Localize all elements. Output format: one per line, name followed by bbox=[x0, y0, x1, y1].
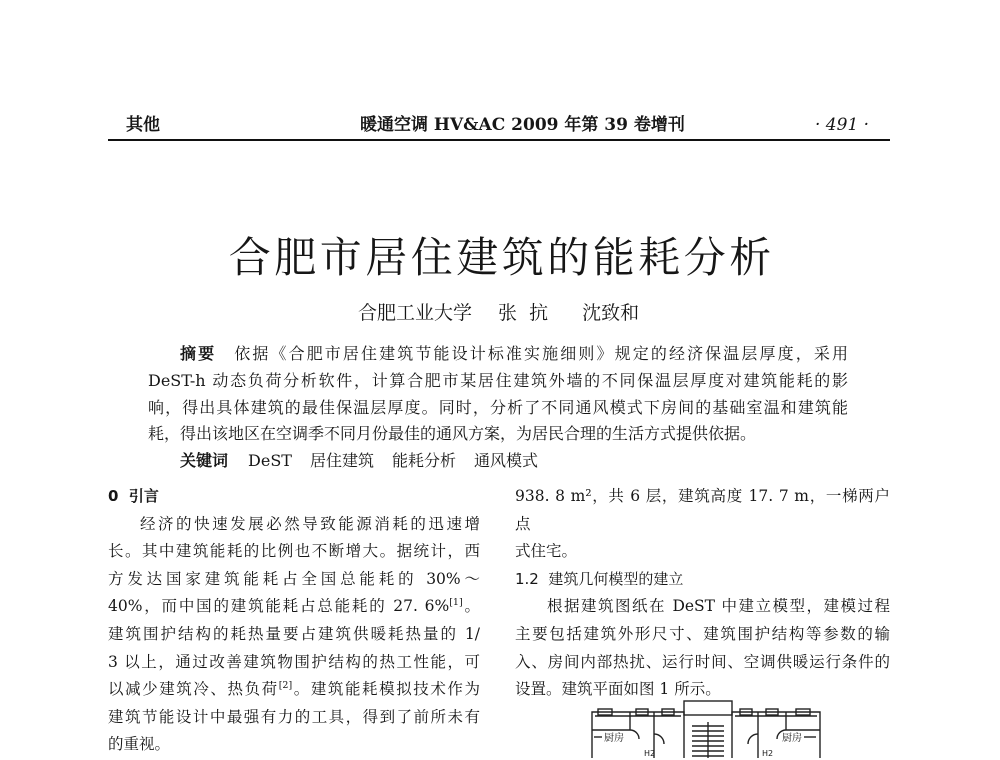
abstract bbox=[148, 341, 848, 448]
stair-core-roof bbox=[684, 701, 732, 715]
floor-plan-figure bbox=[590, 700, 822, 758]
page-number: · 491 · bbox=[815, 115, 870, 135]
body-line: 的重视。 bbox=[108, 735, 171, 754]
body-line bbox=[108, 593, 480, 621]
body-line: 长。其中建筑能耗的比例也不断增大。据统计，西 bbox=[108, 542, 480, 561]
door-swing bbox=[630, 730, 639, 739]
keyword: DeST bbox=[248, 451, 292, 470]
right-unit-outer-wall bbox=[732, 712, 820, 758]
paper-title: 合肥市居住建筑的能耗分析 bbox=[228, 233, 775, 282]
abstract-label: 摘要 bbox=[180, 344, 217, 363]
running-header-section: 其他 bbox=[126, 115, 160, 135]
body-line: 经济的快速发展必然导致能源消耗的迅速增 bbox=[140, 514, 480, 533]
abstract-line-text: DeST-h 动态负荷分析软件，计算合肥市某居住建筑外墙的不同保温层厚度对建筑能耗的影 bbox=[148, 370, 848, 390]
header-rule bbox=[108, 139, 890, 141]
body-line: 方发达国家建筑能耗占全国总能耗的 30%～ bbox=[108, 569, 480, 588]
body-line: 建筑节能设计中最强有力的工具，得到了前所未有 bbox=[108, 707, 480, 726]
keywords bbox=[180, 448, 538, 475]
keyword: 居住建筑 bbox=[309, 451, 374, 470]
keyword: 通风模式 bbox=[473, 451, 538, 470]
author-affiliation: 合肥工业大学 bbox=[358, 302, 473, 324]
door-swing bbox=[748, 734, 758, 744]
body-column-left bbox=[108, 483, 480, 759]
kitchen-right-label: 厨房 bbox=[782, 733, 802, 744]
author-name: 张 抗 bbox=[498, 302, 549, 324]
abstract-line bbox=[148, 395, 848, 422]
author-line bbox=[358, 300, 639, 326]
kitchen-left-label: 厨房 bbox=[604, 733, 624, 744]
body-line: 938. 8 m²，共 6 层，建筑高度 17. 7 m，一梯两户点 bbox=[515, 487, 890, 533]
body-text: 。建筑能耗模拟技术作为 bbox=[292, 680, 480, 699]
abstract-line bbox=[148, 368, 848, 395]
dimension-label: H2 bbox=[762, 749, 774, 758]
body-line: 根据建筑图纸在 DeST 中建立模型，建模过程 bbox=[547, 597, 890, 616]
body-text: 。 bbox=[462, 597, 480, 616]
body-line: 式住宅。 bbox=[515, 542, 578, 561]
body-text: 40%，而中国的建筑能耗占总能耗的 27. 6% bbox=[108, 597, 450, 616]
keyword: 能耗分析 bbox=[391, 451, 456, 470]
abstract-line bbox=[148, 341, 848, 368]
section-heading: 0 引言 bbox=[108, 487, 159, 505]
dimension-label: H2 bbox=[644, 749, 656, 758]
citation-marker: [2] bbox=[278, 680, 293, 691]
abstract-line-text: 耗，得出该地区在空调季不同月份最佳的通风方案，为居民合理的生活方式提供依据。 bbox=[148, 424, 757, 444]
door-swing bbox=[654, 734, 664, 744]
abstract-line-text: 依据《合肥市居住建筑节能设计标准实施细则》规定的经济保温层厚度，采用 bbox=[234, 344, 848, 363]
body-line: 设置。建筑平面如图 1 所示。 bbox=[515, 680, 721, 699]
author-name: 沈致和 bbox=[582, 302, 640, 324]
body-line bbox=[108, 676, 480, 704]
section-heading: 1.2 建筑几何模型的建立 bbox=[515, 569, 684, 588]
citation-marker: [1] bbox=[449, 597, 463, 609]
body-line: 3 以上，通过改善建筑物围护结构的热工性能，可 bbox=[108, 652, 480, 671]
body-line: 建筑围护结构的耗热量要占建筑供暖耗热量的 1/ bbox=[108, 624, 480, 643]
keywords-label: 关键词 bbox=[180, 451, 229, 470]
abstract-line-text: 响，得出具体建筑的最佳保温层厚度。同时，分析了不同通风模式下房间的基础室温和建筑能 bbox=[148, 397, 848, 417]
body-line: 主要包括建筑外形尺寸、建筑围护结构等参数的输 bbox=[515, 624, 890, 643]
body-text: 以减少建筑冷、热负荷 bbox=[108, 680, 279, 699]
body-line: 入、房间内部热扰、运行时间、空调供暖运行条件的 bbox=[515, 652, 890, 671]
body-column-right bbox=[515, 483, 890, 704]
abstract-line bbox=[148, 421, 848, 448]
running-header-journal: 暖通空调 HV&AC 2009 年第 39 卷增刊 bbox=[360, 115, 685, 135]
